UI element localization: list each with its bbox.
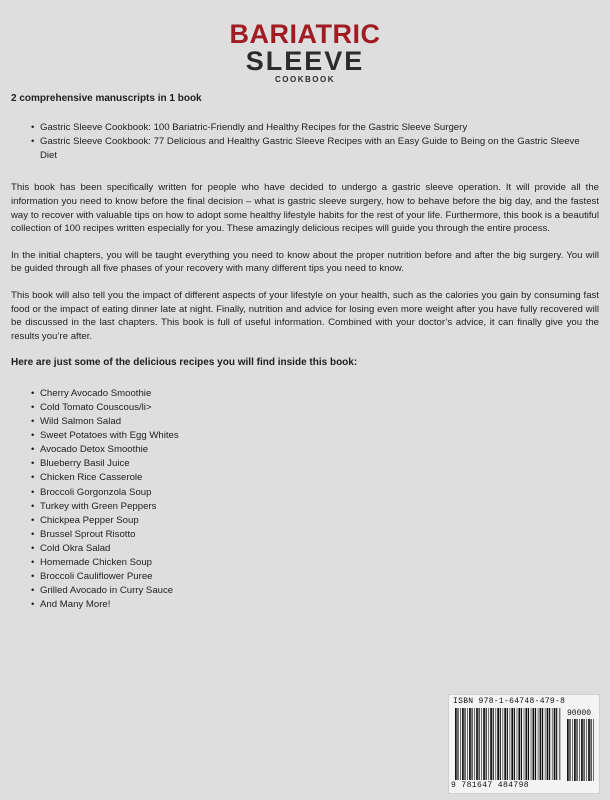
barcode-stripe (507, 708, 508, 780)
barcode-stripe (554, 708, 556, 780)
barcode-stripe (540, 708, 542, 780)
barcode-stripe (574, 719, 576, 781)
list-item: • Wild Salmon Salad (31, 415, 599, 429)
barcode-stripe (545, 708, 546, 780)
isbn-barcode (448, 694, 600, 794)
title-sleeve: SLEEVE (245, 46, 365, 76)
barcode-stripe (455, 708, 457, 780)
barcode-stripe (521, 708, 522, 780)
barcode-stripe (572, 719, 573, 781)
price-code: 90000 (567, 709, 592, 718)
description (11, 92, 599, 612)
barcode-stripe (469, 708, 471, 780)
barcode-stripe (584, 719, 585, 781)
title-bariatric: BARIATRIC (229, 19, 381, 49)
barcode-stripe (547, 708, 549, 780)
barcode-stripe (517, 708, 518, 780)
list-item: • Chicken Rice Casserole (31, 471, 599, 485)
title-cookbook: COOKBOOK (275, 75, 335, 84)
list-item: • Chickpea Pepper Soup (31, 514, 599, 528)
barcode-stripe (593, 719, 594, 781)
list-item: • Broccoli Gorgonzola Soup (31, 486, 599, 500)
list-item: • Blueberry Basil Juice (31, 457, 599, 471)
barcode-stripe (500, 708, 501, 780)
barcode-digits: 9 781647 484798 (451, 781, 530, 790)
barcode-stripe (511, 708, 513, 780)
barcode-stripe (472, 708, 473, 780)
list-item: • Cherry Avocado Smoothie (31, 387, 599, 401)
barcode-stripe (457, 708, 458, 780)
barcode-stripe (504, 708, 506, 780)
list-item: • Gastric Sleeve Cookbook: 77 Delicious and Healthy Gastric Sleeve Recipes with an Easy Guide to Being on the Gastric Sleeve Diet (31, 135, 599, 162)
list-item: • Cold Okra Salad (31, 542, 599, 556)
barcode-stripe (588, 719, 590, 781)
barcode-stripe (490, 708, 492, 780)
paragraph-chapters: In the initial chapters, you will be taught everything you need to know about the proper nutrition before and after the big surgery. You will be guided through all five phases of your recovery with many different tips you need to know. (11, 249, 599, 275)
recipe-list (31, 387, 599, 613)
barcode-stripe (559, 708, 560, 780)
barcode-stripe (576, 719, 577, 781)
barcode-stripe (497, 708, 499, 780)
barcode-stripe (538, 708, 539, 780)
barcode-bars (455, 708, 561, 780)
book-title (0, 20, 610, 86)
barcode-stripe (476, 708, 478, 780)
barcode-stripe (467, 708, 468, 780)
barcode-stripe (464, 708, 465, 780)
paragraph-intro: This book has been specifically written for people who have decided to undergo a gastric sleeve operation. It will provide all the information you need to know before the final decision – what is gastric sleeve surgery, how to behave before the big day, and the fastest way to recover with valuable tips on how to adopt some healthy lifestyle habits for the rest of your life. Furthermore, this book is a beautiful collection of 100 recipes written especially for you. These amazingly delicious recipes will guide you through the entire process. (11, 182, 599, 235)
barcode-stripe (533, 708, 535, 780)
barcode-stripe (526, 708, 528, 780)
barcode-stripe (514, 708, 515, 780)
list-item: • Cold Tomato Couscous/li> (31, 401, 599, 415)
list-item: • And Many More! (31, 598, 599, 612)
manuscript-list (31, 121, 599, 163)
list-item: • Broccoli Cauliflower Puree (31, 570, 599, 584)
barcode-stripe (552, 708, 553, 780)
barcode-stripe (531, 708, 532, 780)
barcode-stripe (493, 708, 494, 780)
barcode-stripe (586, 719, 587, 781)
list-item: • Avocado Detox Smoothie (31, 443, 599, 457)
barcode-stripe (483, 708, 485, 780)
list-item: • Grilled Avocado in Curry Sauce (31, 584, 599, 598)
barcode-stripe (579, 719, 580, 781)
barcode-stripe (503, 708, 504, 780)
barcode-stripe (567, 719, 569, 781)
barcode-stripe (528, 708, 529, 780)
list-item: • Brussel Sprout Risotto (31, 528, 599, 542)
barcode-stripe (496, 708, 497, 780)
barcode-stripe (581, 719, 583, 781)
barcode-stripe (542, 708, 543, 780)
barcode-stripe (591, 719, 592, 781)
paragraph-lifestyle: This book will also tell you the impact of different aspects of your lifestyle on your health, such as the calories you gain by consuming fast food or the impact of eating dinner late at night. Finally, nutrition and advice for losing even more weight after you have fully recovered will be discussed in the last chapters. This book is full of useful information. Combined with your doctor’s advice, it can finally give you the results you’re after. (11, 289, 599, 342)
barcode-stripe (481, 708, 482, 780)
barcode-stripe (479, 708, 480, 780)
intro-heading: 2 comprehensive manuscripts in 1 book (11, 93, 202, 104)
barcode-stripe (549, 708, 550, 780)
barcode-stripe (524, 708, 525, 780)
list-item: • Turkey with Green Peppers (31, 500, 599, 514)
barcode-stripe (460, 708, 461, 780)
barcode-stripe (488, 708, 489, 780)
barcode-stripe (486, 708, 487, 780)
list-item: • Gastric Sleeve Cookbook: 100 Bariatric-Friendly and Healthy Recipes for the Gastric Sleeve Surgery (31, 121, 599, 135)
barcode-addon-bars (567, 719, 595, 781)
barcode-stripe (518, 708, 520, 780)
recipes-heading: Here are just some of the delicious recipes you will find inside this book: (11, 357, 358, 369)
barcode-stripe (462, 708, 464, 780)
barcode-stripe (556, 708, 557, 780)
barcode-stripe (569, 719, 570, 781)
isbn-number: ISBN 978-1-64748-479-8 (453, 697, 566, 706)
barcode-stripe (474, 708, 475, 780)
list-item: • Homemade Chicken Soup (31, 556, 599, 570)
barcode-stripe (535, 708, 536, 780)
barcode-stripe (510, 708, 511, 780)
list-item: • Sweet Potatoes with Egg Whites (31, 429, 599, 443)
